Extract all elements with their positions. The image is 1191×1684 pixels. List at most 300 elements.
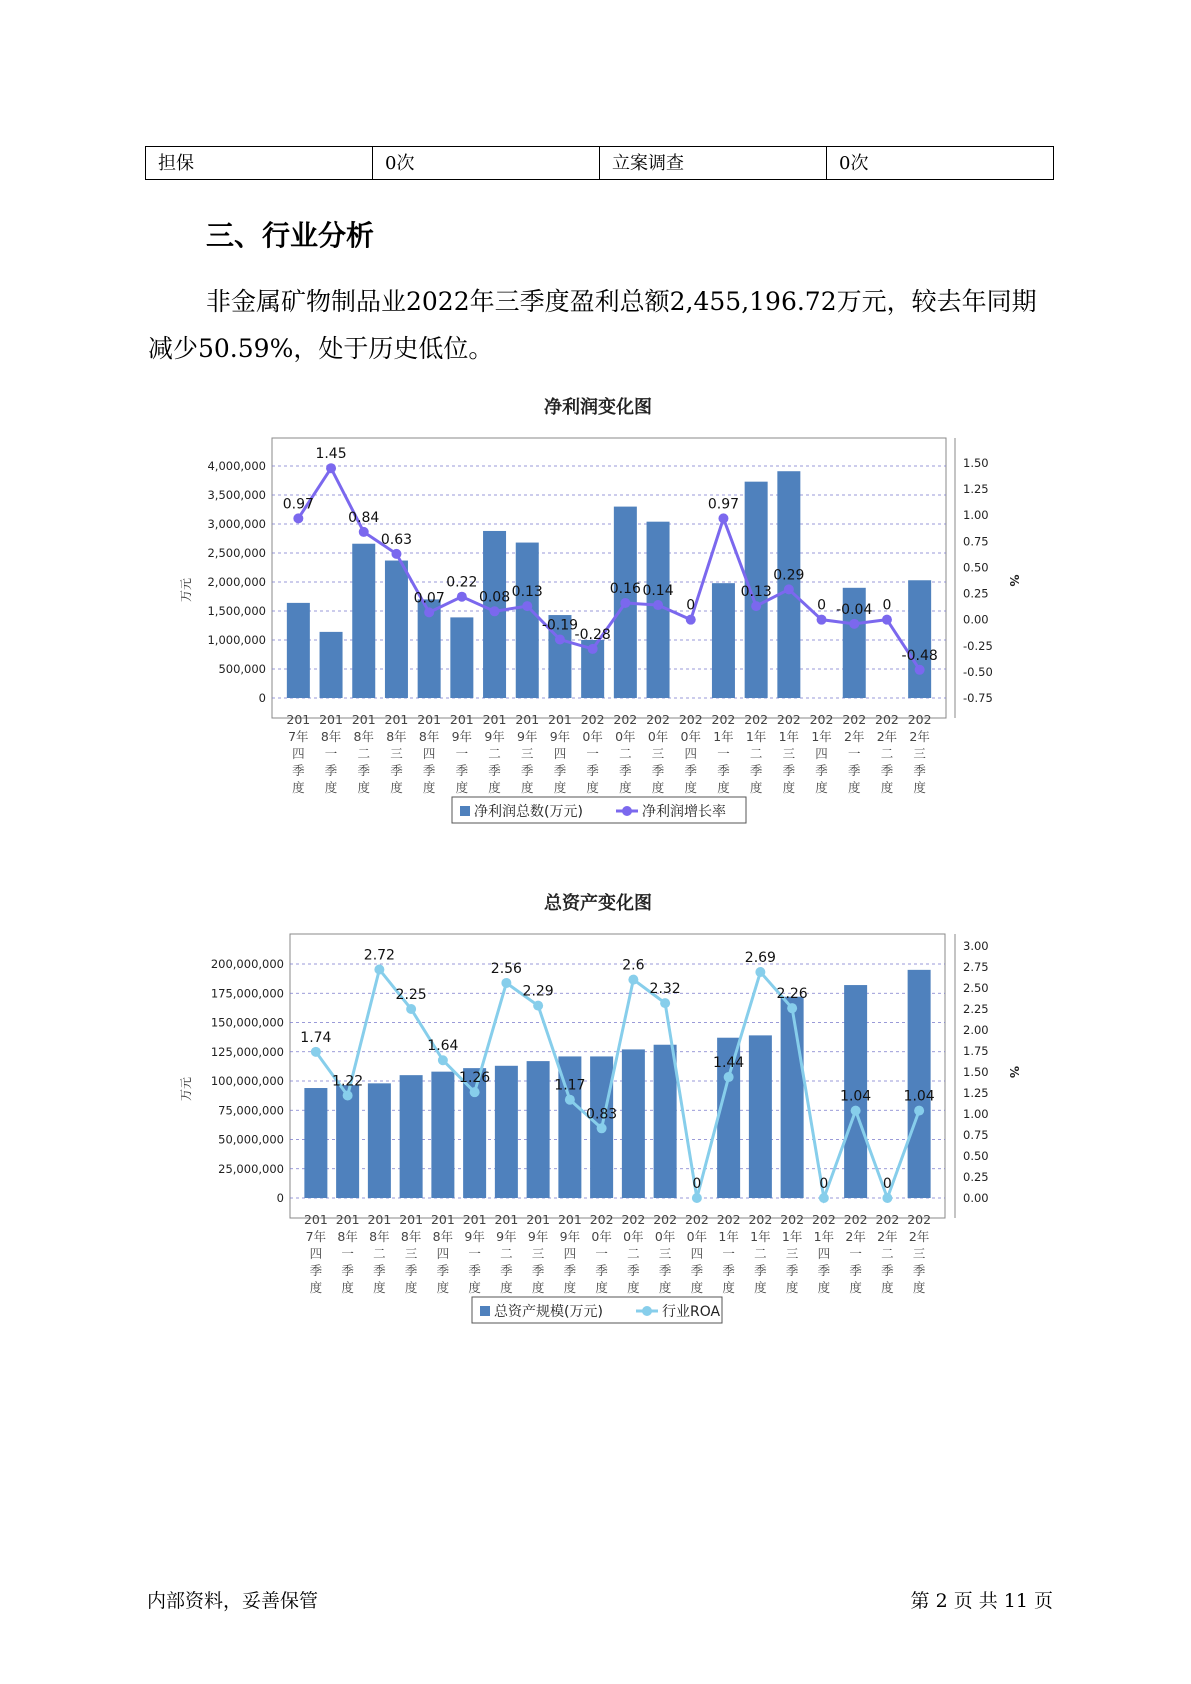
y-right-tick-label: 0.25: [963, 586, 989, 601]
y-right-tick-label: 1.75: [963, 1044, 989, 1058]
bar: [781, 997, 804, 1198]
bar: [385, 561, 408, 698]
data-label: 0: [882, 1176, 892, 1192]
x-tick-label: 四: [563, 1246, 577, 1261]
x-tick-label: 度: [357, 780, 371, 795]
data-label: 1.04: [840, 1088, 872, 1105]
data-label: 0.83: [586, 1106, 618, 1123]
x-tick-label: 度: [390, 780, 403, 795]
x-tick-label: 二: [619, 746, 632, 761]
line-point: [374, 965, 384, 975]
x-tick-label: 8年: [400, 1229, 422, 1244]
x-tick-label: 9年: [464, 1229, 485, 1244]
x-tick-label: 1年: [750, 1229, 771, 1244]
x-tick-label: 8年: [353, 729, 374, 744]
x-tick-label: 三: [651, 746, 665, 761]
x-tick-label: 202: [646, 712, 670, 727]
x-tick-label: 202: [711, 712, 736, 727]
x-tick-label: 季: [847, 763, 861, 778]
line-point: [718, 513, 728, 523]
bar: [622, 1049, 645, 1198]
y-left-tick-label: 150,000,000: [210, 1015, 284, 1030]
line-point: [326, 463, 336, 473]
x-tick-label: 度: [785, 1280, 799, 1295]
data-label: 0: [817, 597, 827, 614]
data-label: 0.14: [642, 583, 674, 600]
x-tick-label: 度: [684, 780, 698, 795]
x-tick-label: 201: [494, 1212, 519, 1227]
bar: [654, 1045, 677, 1198]
bar: [712, 583, 735, 698]
x-tick-label: 三: [658, 1246, 672, 1261]
bar: [431, 1072, 454, 1198]
x-tick-label: 季: [651, 763, 665, 778]
x-tick-label: 9年: [559, 1229, 581, 1244]
line-point: [597, 1123, 607, 1133]
legend-line-label: 净利润增长率: [642, 804, 726, 820]
x-tick-label: 2年: [908, 1229, 930, 1244]
y-left-tick-label: 3,000,000: [207, 517, 266, 531]
data-label: 2.26: [776, 986, 808, 1003]
x-tick-label: 二: [373, 1246, 386, 1261]
x-tick-label: 季: [341, 1263, 354, 1278]
x-tick-label: 二: [880, 746, 894, 761]
x-tick-label: 一: [595, 1246, 608, 1261]
x-tick-label: 2年: [844, 729, 865, 744]
x-tick-label: 202: [843, 1212, 868, 1227]
table-cell-guarantee-label: 担保: [146, 147, 373, 180]
data-label: 0.29: [773, 567, 805, 584]
x-tick-label: 度: [324, 780, 338, 795]
y-right-tick-label: 0.25: [963, 1170, 989, 1184]
x-tick-label: 201: [430, 1212, 455, 1227]
x-tick-label: 四: [292, 746, 305, 761]
x-tick-label: 度: [595, 1280, 608, 1295]
data-label: 0.22: [446, 574, 478, 591]
x-tick-label: 三: [404, 1246, 418, 1261]
x-tick-label: 201: [548, 712, 572, 727]
x-tick-label: 四: [422, 746, 436, 761]
x-tick-label: 1年: [745, 729, 767, 744]
y-left-tick-label: 25,000,000: [218, 1161, 284, 1176]
x-tick-label: 0年: [647, 729, 669, 744]
line-point: [522, 601, 532, 611]
x-tick-label: 度: [309, 1280, 323, 1295]
footer-confidential-note: 内部资料，妥善保管: [147, 1590, 319, 1612]
bar: [287, 603, 310, 698]
x-tick-label: 202: [621, 1212, 646, 1227]
section-title: 三、行业分析: [206, 219, 375, 252]
x-tick-label: 季: [722, 1263, 735, 1278]
line-point: [751, 601, 761, 611]
y-left-tick-label: 2,500,000: [207, 546, 266, 560]
line-point: [787, 1003, 797, 1013]
data-label: 0.63: [380, 531, 413, 548]
y-left-tick-label: 2,000,000: [207, 575, 266, 589]
y-right-tick-label: 0.50: [963, 560, 989, 575]
line-point: [620, 598, 630, 608]
bar: [450, 617, 473, 698]
data-label: 0.97: [707, 496, 740, 513]
x-tick-label: 度: [849, 1280, 862, 1295]
y-right-tick-label: 2.50: [963, 981, 989, 995]
x-tick-label: 季: [436, 1263, 450, 1278]
data-label: -0.48: [901, 647, 938, 664]
line-point: [490, 606, 500, 616]
x-tick-label: 2年: [876, 729, 898, 744]
x-tick-label: 202: [748, 1212, 773, 1227]
y-left-tick-label: 0: [258, 691, 266, 705]
x-tick-label: 9年: [451, 729, 473, 744]
data-label: 0: [692, 1176, 702, 1192]
x-tick-label: 201: [526, 1212, 551, 1227]
y-right-tick-label: 3.00: [963, 939, 989, 953]
x-tick-label: 四: [815, 746, 828, 761]
x-tick-label: 度: [292, 780, 305, 795]
legend-line-marker: [642, 1306, 652, 1316]
x-tick-label: 季: [553, 763, 567, 778]
table-cell-investigation-label: 立案调查: [600, 147, 827, 180]
x-tick-label: 四: [436, 1246, 450, 1261]
x-tick-label: 8年: [418, 729, 440, 744]
x-tick-label: 二: [488, 746, 501, 761]
data-label: 0.13: [740, 584, 772, 601]
x-tick-label: 二: [754, 1246, 767, 1261]
line-point: [914, 1106, 924, 1116]
line-point: [391, 549, 401, 559]
data-label: 0.16: [609, 580, 641, 597]
x-tick-label: 季: [488, 763, 501, 778]
x-tick-label: 202: [684, 1212, 709, 1227]
analysis-paragraph: 非金属矿物制品业2022年三季度盈利总额2,455,196.72万元，较去年同期减少50.59%，处于历史低位。: [148, 287, 1037, 363]
x-tick-label: 一: [722, 1246, 735, 1261]
x-tick-label: 一: [341, 1246, 354, 1261]
x-tick-label: 201: [417, 712, 442, 727]
y-left-tick-label: 200,000,000: [210, 957, 284, 971]
x-tick-label: 9年: [496, 1229, 517, 1244]
x-tick-label: 季: [422, 763, 436, 778]
x-tick-label: 202: [678, 712, 703, 727]
y-left-axis-label: 万元: [179, 577, 193, 603]
x-tick-label: 201: [286, 712, 311, 727]
x-tick-label: 度: [531, 1280, 545, 1295]
line-point: [882, 1193, 892, 1203]
data-label: 1.04: [903, 1088, 935, 1105]
x-tick-label: 202: [580, 712, 605, 727]
data-label: -0.19: [541, 617, 579, 634]
x-tick-label: 季: [817, 1263, 831, 1278]
data-label: 1.74: [300, 1029, 332, 1046]
line-point: [915, 665, 925, 675]
x-tick-label: 三: [782, 746, 796, 761]
x-tick-label: 度: [404, 1280, 418, 1295]
x-tick-label: 度: [500, 1280, 513, 1295]
x-tick-label: 7年: [288, 729, 309, 744]
y-left-tick-label: 1,000,000: [207, 633, 266, 647]
x-tick-label: 201: [557, 1212, 582, 1227]
data-label: 2.72: [363, 947, 395, 964]
y-left-tick-label: 500,000: [218, 662, 266, 676]
y-left-tick-label: 125,000,000: [210, 1044, 284, 1059]
legend-bar-swatch: [480, 1306, 490, 1316]
x-tick-label: 度: [586, 780, 599, 795]
y-right-axis-label: %: [1007, 1065, 1021, 1079]
x-tick-label: 202: [842, 712, 867, 727]
x-tick-label: 1年: [713, 729, 734, 744]
x-tick-label: 度: [912, 1280, 926, 1295]
x-tick-label: 季: [500, 1263, 513, 1278]
x-tick-label: 季: [586, 763, 599, 778]
data-label: -0.28: [574, 626, 611, 643]
y-right-tick-label: 1.00: [963, 1107, 989, 1121]
x-tick-label: 二: [627, 1246, 640, 1261]
x-tick-label: 季: [913, 763, 926, 778]
x-tick-label: 0年: [686, 1229, 708, 1244]
y-left-tick-label: 1,500,000: [207, 604, 266, 618]
x-tick-label: 一: [717, 746, 730, 761]
x-tick-label: 8年: [369, 1229, 390, 1244]
x-tick-label: 202: [907, 1212, 932, 1227]
data-label: 1.17: [554, 1077, 586, 1094]
x-tick-label: 9年: [549, 729, 571, 744]
x-tick-label: 三: [520, 746, 534, 761]
bar: [304, 1088, 327, 1198]
line-point: [359, 527, 369, 537]
x-tick-label: 度: [422, 780, 436, 795]
x-tick-label: 度: [488, 780, 501, 795]
data-label: 0: [882, 597, 892, 614]
y-right-tick-label: -0.25: [963, 638, 993, 653]
x-tick-label: 季: [754, 1263, 767, 1278]
x-tick-label: 季: [717, 763, 730, 778]
x-tick-label: 度: [658, 1280, 672, 1295]
x-tick-label: 度: [782, 780, 796, 795]
x-tick-label: 四: [309, 1246, 323, 1261]
y-right-tick-label: 0.00: [963, 1191, 989, 1205]
x-tick-label: 季: [627, 1263, 640, 1278]
legend-bar-label: 总资产规模(万元): [494, 1304, 603, 1320]
line-point: [293, 513, 303, 523]
x-tick-label: 201: [399, 1212, 424, 1227]
x-tick-label: 9年: [517, 729, 538, 744]
x-tick-label: 三: [912, 1246, 926, 1261]
line-point: [724, 1072, 734, 1082]
x-tick-label: 2年: [845, 1229, 866, 1244]
y-right-tick-label: -0.75: [963, 691, 993, 705]
line-point: [343, 1091, 353, 1101]
data-label: 2.6: [622, 957, 645, 974]
data-label: 1.44: [713, 1055, 745, 1072]
x-tick-label: 二: [749, 746, 763, 761]
x-tick-label: 二: [500, 1246, 513, 1261]
legend-line-label: 行业ROA: [662, 1304, 721, 1320]
x-tick-label: 1年: [718, 1229, 739, 1244]
x-tick-label: 度: [880, 780, 894, 795]
x-tick-label: 三: [531, 1246, 545, 1261]
y-left-tick-label: 100,000,000: [210, 1074, 284, 1088]
x-tick-label: 季: [815, 763, 828, 778]
line-point: [424, 607, 434, 617]
data-label: 0: [686, 597, 696, 614]
x-tick-label: 一: [324, 746, 338, 761]
y-right-tick-label: 1.50: [963, 1065, 989, 1079]
line-point: [817, 615, 827, 625]
data-label: 0.13: [511, 584, 543, 601]
y-right-tick-label: 1.00: [963, 508, 989, 523]
x-tick-label: 季: [292, 763, 305, 778]
x-tick-label: 1年: [781, 1229, 803, 1244]
line-point: [882, 615, 892, 625]
x-tick-label: 0年: [615, 729, 636, 744]
bar: [352, 544, 375, 698]
x-tick-label: 一: [586, 746, 599, 761]
bar: [908, 580, 931, 698]
x-tick-label: 度: [468, 1280, 481, 1295]
x-tick-label: 季: [324, 763, 338, 778]
x-tick-label: 四: [684, 746, 698, 761]
y-left-tick-label: 50,000,000: [218, 1132, 284, 1147]
line-point: [501, 978, 511, 988]
line-point: [555, 635, 565, 645]
x-tick-label: 三: [913, 746, 926, 761]
x-tick-label: 202: [780, 1212, 805, 1227]
x-tick-label: 季: [309, 1263, 323, 1278]
y-right-tick-label: 0.00: [963, 612, 989, 627]
table-cell-investigation-value: 0次: [827, 147, 1054, 180]
x-tick-label: 0年: [582, 729, 603, 744]
x-tick-label: 201: [449, 712, 474, 727]
x-tick-label: 二: [881, 1246, 894, 1261]
x-tick-label: 8年: [386, 729, 407, 744]
x-tick-label: 度: [847, 780, 861, 795]
net-profit-chart: [0, 388, 1191, 848]
x-tick-label: 201: [319, 712, 343, 727]
x-tick-label: 度: [913, 780, 926, 795]
x-tick-label: 二: [357, 746, 371, 761]
legend-bar-swatch: [460, 806, 470, 816]
x-tick-label: 202: [875, 712, 899, 727]
x-tick-label: 8年: [320, 729, 342, 744]
data-label: 2.32: [649, 981, 681, 998]
bar: [749, 1035, 772, 1198]
x-tick-label: 季: [881, 1263, 894, 1278]
legend-bar-label: 净利润总数(万元): [474, 804, 583, 820]
line-point: [470, 1087, 480, 1097]
y-left-axis-label: 万元: [179, 1076, 193, 1102]
line-point: [406, 1004, 416, 1014]
legend-line-marker: [622, 806, 632, 816]
x-tick-label: 季: [373, 1263, 386, 1278]
x-tick-label: 季: [520, 763, 534, 778]
x-tick-label: 季: [912, 1263, 926, 1278]
x-tick-label: 四: [817, 1246, 831, 1261]
x-tick-label: 季: [684, 763, 698, 778]
bar: [368, 1083, 391, 1198]
y-right-tick-label: 1.50: [963, 456, 989, 470]
x-tick-label: 2年: [877, 1229, 898, 1244]
x-tick-label: 度: [553, 780, 567, 795]
x-tick-label: 度: [754, 1280, 767, 1295]
x-tick-label: 1年: [778, 729, 800, 744]
y-right-tick-label: 1.25: [963, 1086, 989, 1100]
data-label: 2.56: [490, 960, 522, 977]
x-tick-label: 度: [436, 1280, 450, 1295]
line-point: [686, 615, 696, 625]
x-tick-label: 一: [849, 1246, 862, 1261]
data-label: 0: [819, 1176, 829, 1192]
x-tick-label: 一: [468, 1246, 481, 1261]
line-point: [653, 600, 663, 610]
x-tick-label: 202: [809, 712, 834, 727]
info-table: [145, 146, 1054, 180]
x-tick-label: 三: [785, 1246, 799, 1261]
data-label: 0.07: [413, 590, 445, 607]
line-point: [311, 1047, 321, 1057]
x-tick-label: 季: [658, 1263, 672, 1278]
bar: [495, 1066, 518, 1198]
x-tick-label: 度: [373, 1280, 386, 1295]
x-tick-label: 度: [749, 780, 763, 795]
x-tick-label: 季: [404, 1263, 418, 1278]
line-point: [692, 1193, 702, 1203]
x-tick-label: 202: [907, 712, 932, 727]
x-tick-label: 202: [589, 1212, 614, 1227]
y-right-tick-label: 0.75: [963, 1128, 989, 1142]
x-tick-label: 度: [651, 780, 665, 795]
x-tick-label: 202: [653, 1212, 678, 1227]
data-label: 1.26: [459, 1070, 491, 1087]
data-label: 1.45: [315, 446, 347, 463]
x-tick-label: 度: [563, 1280, 577, 1295]
x-tick-label: 一: [847, 746, 861, 761]
x-tick-label: 201: [303, 1212, 328, 1227]
bar: [908, 970, 931, 1198]
data-label: -0.04: [836, 601, 873, 618]
x-tick-label: 2年: [909, 729, 930, 744]
x-tick-label: 季: [390, 763, 403, 778]
x-tick-label: 9年: [484, 729, 505, 744]
chart-title: 净利润变化图: [544, 397, 652, 418]
x-tick-label: 201: [482, 712, 507, 727]
x-tick-label: 7年: [305, 1229, 327, 1244]
x-tick-label: 202: [613, 712, 638, 727]
y-left-tick-label: 3,500,000: [207, 488, 266, 502]
x-tick-label: 0年: [623, 1229, 644, 1244]
data-label: 2.25: [395, 987, 427, 1003]
x-tick-label: 度: [619, 780, 632, 795]
chart-title: 总资产变化图: [544, 893, 652, 914]
x-tick-label: 一: [455, 746, 469, 761]
bar: [320, 632, 343, 698]
x-tick-label: 四: [690, 1246, 704, 1261]
data-label: 0.08: [478, 589, 511, 606]
x-tick-label: 度: [455, 780, 469, 795]
data-label: 0.84: [348, 509, 380, 526]
footer-page-number: 第 2 页 共 11 页: [910, 1590, 1053, 1612]
x-tick-label: 202: [744, 712, 769, 727]
total-assets-chart: [0, 888, 1191, 1348]
data-label: 2.29: [522, 983, 554, 1000]
line-point: [755, 967, 765, 977]
x-tick-label: 201: [462, 1212, 487, 1227]
x-tick-label: 度: [815, 780, 828, 795]
x-tick-label: 201: [384, 712, 409, 727]
data-label: 1.64: [427, 1038, 459, 1055]
y-right-tick-label: -0.50: [963, 664, 993, 679]
x-tick-label: 0年: [591, 1229, 612, 1244]
x-tick-label: 度: [341, 1280, 354, 1295]
x-tick-label: 0年: [654, 1229, 676, 1244]
